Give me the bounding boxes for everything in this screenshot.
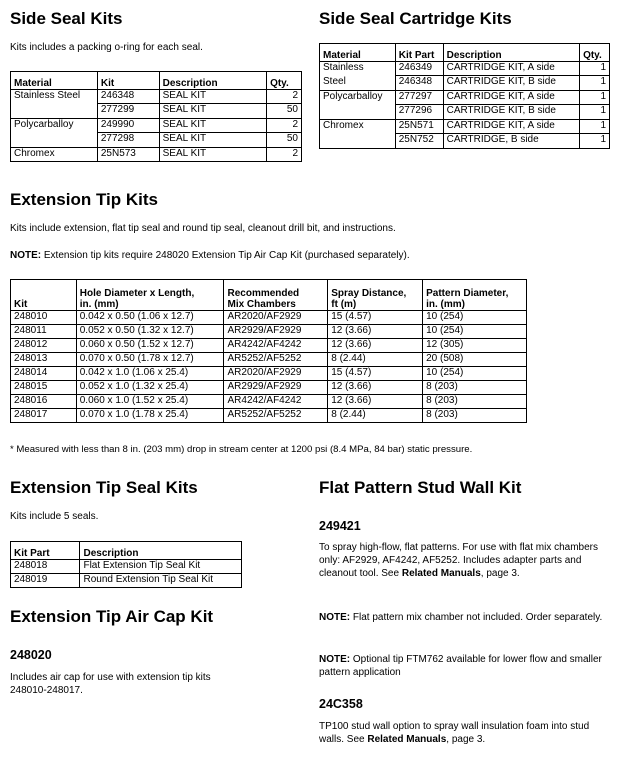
table-row: 248018 Flat Extension Tip Seal Kit [11,560,242,574]
table-cell: CARTRIDGE, B side [443,134,579,149]
side-seal-cartridge-kits-table [319,43,610,149]
extension-tip-kits-table [10,279,527,423]
table-header: Kit Part [395,44,443,62]
table-header: Description [159,72,266,90]
table-cell: 25N573 [97,148,159,162]
table-cell: 1 [580,120,610,134]
table-row [320,91,610,105]
table-row: 248011 0.052 x 0.50 (1.32 x 12.7) AR2929/AF2929 12 (3.66) 10 (254) [11,325,527,339]
table-header: Kit [11,280,77,311]
table-cell: CARTRIDGE KIT, A side [443,120,579,134]
table-header: Qty. [580,44,610,62]
table-cell: CARTRIDGE KIT, A side [443,62,579,76]
stud-wall-part-24C358: 24C358 [319,697,363,711]
extension-tip-seal-kits-title: Extension Tip Seal Kits [10,478,198,497]
side-seal-kits-title: Side Seal Kits [10,9,123,28]
table-cell [11,133,98,148]
stud-wall-description: To spray high-flow, flat patterns. For use with flat mix chambers only: AF2929, AF4242, AF5252. Includes adapter parts and cleanout tool. See Related Manuals, page 3. [319,542,598,579]
table-row [11,104,302,119]
table-header: Spray Distance, ft (m) [328,280,423,311]
stud-wall-option-description: TP100 stud wall option to spray wall insulation foam into stud walls. See Related Manuals, page 3. [319,721,590,745]
table-row [320,134,610,149]
table-cell: Chromex [11,148,98,162]
extension-tip-kits-intro: Kits include extension, flat tip seal and round tip seal, cleanout drill bit, and instructions. [10,223,396,234]
table-cell [11,104,98,119]
table-cell [320,76,396,91]
table-cell: 50 [267,104,302,119]
table-cell: Chromex [320,120,396,134]
table-cell: 25N571 [395,120,443,134]
table-cell: Polycarballoy [11,119,98,133]
table-row [320,105,610,120]
table-row: 248015 0.052 x 1.0 (1.32 x 25.4) AR2929/AF2929 12 (3.66) 8 (203) [11,381,527,395]
side-seal-kits-intro: Kits includes a packing o-ring for each seal. [10,42,203,53]
air-cap-description-line2: 248010-248017. [10,685,83,696]
table-cell [320,105,396,120]
table-cell: 246348 [395,76,443,91]
air-cap-part-number: 248020 [10,648,52,662]
table-header: Description [443,44,579,62]
table-cell: 1 [580,91,610,105]
table-cell: SEAL KIT [159,148,266,162]
table-header: Pattern Diameter, in. (mm) [423,280,527,311]
table-cell: 1 [580,105,610,120]
table-row: 248010 0.042 x 0.50 (1.06 x 12.7) AR2020/AF2929 15 (4.57) 10 (254) [11,311,527,325]
table-row [11,90,302,104]
extension-tip-seal-kits-table [10,541,242,588]
table-cell: CARTRIDGE KIT, B side [443,105,579,120]
table-cell: 2 [267,119,302,133]
table-row [320,120,610,134]
flat-pattern-stud-wall-kit-title: Flat Pattern Stud Wall Kit [319,478,522,497]
table-cell: 246348 [97,90,159,104]
table-cell: SEAL KIT [159,104,266,119]
table-cell: SEAL KIT [159,133,266,148]
side-seal-kits-table [10,71,302,162]
table-cell [320,134,396,149]
table-cell: Stainless Steel [11,90,98,104]
extension-tip-kits-footnote: * Measured with less than 8 in. (203 mm) drop in stream center at 1200 psi (8.4 MPa, 84 bar) static pressure. [10,444,473,455]
table-header: Kit Part [11,542,80,560]
table-cell: CARTRIDGE KIT, A side [443,91,579,105]
table-row [11,119,302,133]
table-row [11,133,302,148]
table-header: Kit [97,72,159,90]
table-row: 248017 0.070 x 1.0 (1.78 x 25.4) AR5252/AF5252 8 (2.44) 8 (203) [11,409,527,423]
table-cell: 50 [267,133,302,148]
table-row [320,62,610,76]
material-stainless: Stainless [323,62,364,73]
table-header: Hole Diameter x Length, in. (mm) [76,280,224,311]
table-cell: 277299 [97,104,159,119]
table-header: Recommended Mix Chambers [224,280,328,311]
table-row: 248016 0.060 x 1.0 (1.52 x 25.4) AR4242/AF4242 12 (3.66) 8 (203) [11,395,527,409]
table-cell: 277297 [395,91,443,105]
table-header: Material [320,44,396,62]
air-cap-description-line1: Includes air cap for use with extension tip kits [10,672,211,683]
table-header-row [11,280,527,311]
table-cell: 1 [580,62,610,76]
table-row [11,148,302,162]
table-row: 248013 0.070 x 0.50 (1.78 x 12.7) AR5252/AF5252 8 (2.44) 20 (508) [11,353,527,367]
table-cell: SEAL KIT [159,90,266,104]
table-header: Qty. [267,72,302,90]
stud-wall-part-249421: 249421 [319,519,361,533]
table-header: Description [80,542,242,560]
table-header: Material [11,72,98,90]
stud-wall-note-2: NOTE: Optional tip FTM762 available for lower flow and smaller pattern application [319,654,602,678]
table-cell: 25N752 [395,134,443,149]
material-steel: Steel [323,75,346,87]
stud-wall-note-1: NOTE: Flat pattern mix chamber not included. Order separately. [319,612,603,623]
extension-tip-kits-note: NOTE: Extension tip kits require 248020 Extension Tip Air Cap Kit (purchased separately). [10,250,410,261]
table-cell: 277298 [97,133,159,148]
table-cell: 2 [267,148,302,162]
table-cell: 1 [580,134,610,149]
table-row: 248014 0.042 x 1.0 (1.06 x 25.4) AR2020/AF2929 15 (4.57) 10 (254) [11,367,527,381]
table-cell: CARTRIDGE KIT, B side [443,76,579,91]
extension-tip-seal-kits-intro: Kits include 5 seals. [10,511,99,522]
table-cell: 277296 [395,105,443,120]
table-row: 248012 0.060 x 0.50 (1.52 x 12.7) AR4242/AF4242 12 (3.66) 12 (305) [11,339,527,353]
table-cell: 1 [580,76,610,91]
table-cell: 2 [267,90,302,104]
table-row: 248019 Round Extension Tip Seal Kit [11,574,242,588]
table-cell [320,62,396,76]
extension-tip-kits-title: Extension Tip Kits [10,190,158,209]
table-cell: 246349 [395,62,443,76]
table-cell: 249990 [97,119,159,133]
table-cell: SEAL KIT [159,119,266,133]
table-row [320,76,610,91]
table-cell: Polycarballoy [320,91,396,105]
extension-tip-air-cap-kit-title: Extension Tip Air Cap Kit [10,607,214,626]
side-seal-cartridge-kits-title: Side Seal Cartridge Kits [319,9,512,28]
